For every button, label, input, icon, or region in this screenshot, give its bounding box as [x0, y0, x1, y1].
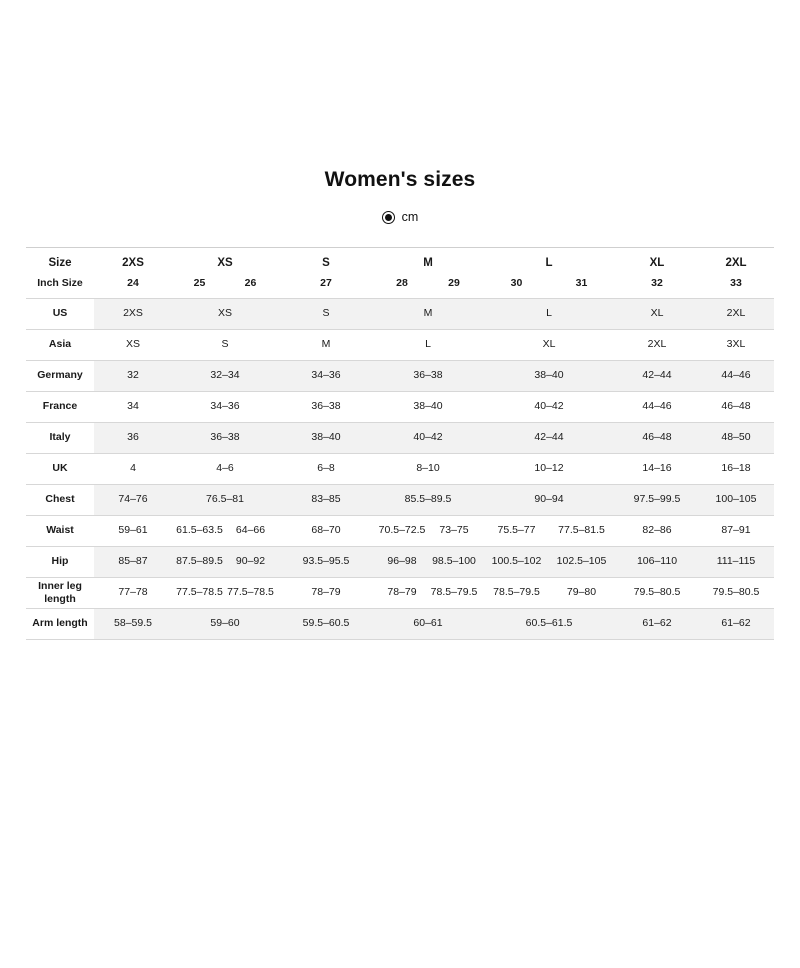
- cell: [172, 330, 278, 361]
- row-label: UK: [26, 454, 94, 485]
- cell-value: 4: [130, 462, 136, 475]
- cell-value: 87.5–89.5: [176, 555, 223, 568]
- cm-radio-inner-dot: [385, 214, 392, 221]
- inch-cell-m: [374, 274, 482, 299]
- cell: [374, 485, 482, 516]
- size-table-body: [26, 248, 774, 640]
- table-row: [26, 485, 774, 516]
- cell-value: 87–91: [721, 524, 751, 537]
- cell-value: 77–78: [118, 586, 148, 599]
- cell: [278, 609, 374, 640]
- row-label: Waist: [26, 516, 94, 547]
- cell-value: 102.5–105: [556, 555, 607, 568]
- cell: [698, 547, 774, 578]
- inch-cell-2xs: [94, 274, 172, 299]
- cell-value: 40–42: [413, 431, 443, 444]
- cell-value: 77.5–81.5: [558, 524, 605, 537]
- cell-value: 6–8: [317, 462, 335, 475]
- cell: [374, 609, 482, 640]
- table-row: [26, 299, 774, 330]
- cell: [482, 547, 616, 578]
- cell: [278, 299, 374, 330]
- cell-value: 10–12: [534, 462, 564, 475]
- cell-value: 36–38: [210, 431, 240, 444]
- cell-value: 48–50: [721, 431, 751, 444]
- row-label: Hip: [26, 547, 94, 578]
- cell: [172, 454, 278, 485]
- header-cell-s: S: [278, 248, 374, 275]
- cell: [278, 485, 374, 516]
- row-label: Germany: [26, 361, 94, 392]
- cell-value: 79.5–80.5: [633, 586, 681, 599]
- cm-radio-icon[interactable]: [382, 211, 395, 224]
- table-row: [26, 392, 774, 423]
- cell-value: 78.5–79.5: [430, 586, 478, 599]
- cell-value: M: [423, 307, 433, 320]
- cell-value: 79–80: [566, 586, 597, 599]
- table-row: [26, 516, 774, 547]
- table-inch-row: [26, 274, 774, 299]
- cell-value: 3XL: [726, 338, 746, 351]
- cell: [278, 392, 374, 423]
- cell: [616, 516, 698, 547]
- cell: [94, 361, 172, 392]
- cell: [698, 454, 774, 485]
- cell-value: 38–40: [311, 431, 341, 444]
- cell-value: 82–86: [642, 524, 672, 537]
- cell: [374, 454, 482, 485]
- cell: [374, 547, 482, 578]
- inch-cell-xs: [172, 274, 278, 299]
- cell-value: 96–98: [387, 555, 417, 568]
- row-label: Italy: [26, 423, 94, 454]
- unit-selector[interactable]: [0, 210, 800, 224]
- inch-cell-xl: [616, 274, 698, 299]
- inch-cell-l: [482, 274, 616, 299]
- cell-value: 78–79: [311, 586, 341, 599]
- cell: [482, 361, 616, 392]
- cell-value: 32: [127, 369, 139, 382]
- cell-value: 100–105: [715, 493, 757, 506]
- cell-value: 78.5–79.5: [493, 586, 540, 599]
- cell-value: 70.5–72.5: [378, 524, 426, 537]
- cell-value: 2XS: [123, 307, 143, 320]
- cell: [698, 330, 774, 361]
- row-label: Arm length: [26, 609, 94, 640]
- cell: [616, 547, 698, 578]
- cell: [616, 392, 698, 423]
- cell-value: 60.5–61.5: [525, 617, 573, 630]
- cell-value: 77.5–78.5: [227, 586, 274, 599]
- cell-value: XL: [542, 338, 556, 351]
- cell: [94, 547, 172, 578]
- page-title: Women's sizes: [324, 168, 476, 191]
- cell-value: 98.5–100: [432, 555, 476, 568]
- cell-value: S: [221, 338, 229, 351]
- cell: [482, 330, 616, 361]
- inch-cell-2xl: [698, 274, 774, 299]
- cell: [698, 361, 774, 392]
- table-row: [26, 423, 774, 454]
- cell: [94, 299, 172, 330]
- header-cell-size: Size: [26, 248, 94, 275]
- unit-label: cm: [401, 210, 419, 224]
- cell: [94, 609, 172, 640]
- size-chart-page: [0, 168, 800, 968]
- cell-value: 44–46: [721, 369, 751, 382]
- cell-value: 42–44: [534, 431, 564, 444]
- cell: [94, 330, 172, 361]
- cell-value: 60–61: [413, 617, 443, 630]
- cell: [278, 361, 374, 392]
- cell-value: 97.5–99.5: [633, 493, 681, 506]
- cell-value: 111–115: [716, 555, 756, 568]
- cell: [278, 454, 374, 485]
- cell: [172, 361, 278, 392]
- cell-value: 61.5–63.5: [176, 524, 223, 537]
- cell-value: 14–16: [642, 462, 672, 475]
- cell: [278, 423, 374, 454]
- inch-value: 31: [575, 277, 588, 290]
- cell-value: 34–36: [210, 400, 240, 413]
- cell-value: 90–92: [235, 555, 266, 568]
- cell-value: M: [321, 338, 331, 351]
- cell-value: 36–38: [311, 400, 341, 413]
- cell-value: 59–60: [210, 617, 240, 630]
- cell-value: 2XL: [726, 307, 746, 320]
- inch-value: 33: [730, 277, 742, 290]
- cell: [172, 609, 278, 640]
- cell-value: 8–10: [416, 462, 440, 475]
- inch-value: 25: [193, 277, 206, 290]
- cell: [482, 485, 616, 516]
- cell: [172, 423, 278, 454]
- cell: [172, 485, 278, 516]
- cell-value: 2XL: [647, 338, 667, 351]
- header-cell-xs: XS: [172, 248, 278, 275]
- cell-value: 73–75: [439, 524, 469, 537]
- cell: [482, 578, 616, 609]
- cell-value: 42–44: [642, 369, 672, 382]
- cell: [94, 423, 172, 454]
- cell-value: 44–46: [642, 400, 672, 413]
- inch-row-label: Inch Size: [26, 274, 94, 299]
- cell: [172, 516, 278, 547]
- table-header-row: [26, 248, 774, 275]
- cell-value: 16–18: [721, 462, 751, 475]
- cell: [616, 361, 698, 392]
- cell: [172, 299, 278, 330]
- cell-value: 79.5–80.5: [712, 586, 760, 599]
- cell-value: 38–40: [413, 400, 443, 413]
- cell: [482, 392, 616, 423]
- row-label: France: [26, 392, 94, 423]
- cell-value: 77.5–78.5: [176, 586, 223, 599]
- cell: [698, 299, 774, 330]
- inch-value: 29: [448, 277, 460, 290]
- cell: [482, 423, 616, 454]
- table-row: [26, 330, 774, 361]
- cell-value: 34–36: [311, 369, 341, 382]
- cell: [172, 392, 278, 423]
- cell-value: 36: [127, 431, 139, 444]
- cell-value: 74–76: [118, 493, 148, 506]
- cell: [374, 423, 482, 454]
- inch-value: 32: [651, 277, 663, 290]
- cell-value: XS: [217, 307, 232, 320]
- cell: [698, 423, 774, 454]
- cell: [698, 609, 774, 640]
- cell: [482, 609, 616, 640]
- cell: [482, 299, 616, 330]
- cell: [698, 578, 774, 609]
- cell: [94, 485, 172, 516]
- table-row: [26, 578, 774, 609]
- cell-value: L: [425, 338, 431, 351]
- cell-value: XL: [650, 307, 664, 320]
- cell: [278, 578, 374, 609]
- cell: [374, 392, 482, 423]
- inch-value: 27: [320, 277, 332, 290]
- row-label: Asia: [26, 330, 94, 361]
- cell-value: 4–6: [216, 462, 234, 475]
- cell-value: 76.5–81: [206, 493, 244, 506]
- cell: [482, 516, 616, 547]
- cell-value: 46–48: [721, 400, 751, 413]
- cell-value: 64–66: [235, 524, 266, 537]
- cell: [698, 392, 774, 423]
- cell: [278, 547, 374, 578]
- inch-value: 26: [244, 277, 257, 290]
- cell: [616, 609, 698, 640]
- cell: [482, 454, 616, 485]
- cell-value: 46–48: [642, 431, 672, 444]
- cell-value: 32–34: [210, 369, 240, 382]
- cell: [278, 330, 374, 361]
- cell: [374, 516, 482, 547]
- cell-value: 100.5–102: [491, 555, 542, 568]
- cell: [94, 578, 172, 609]
- inch-value: 28: [396, 277, 408, 290]
- header-cell-xl: XL: [616, 248, 698, 275]
- cell: [616, 485, 698, 516]
- cell-value: 34: [127, 400, 139, 413]
- cell: [94, 454, 172, 485]
- cell-value: 40–42: [534, 400, 564, 413]
- cell: [172, 547, 278, 578]
- cell: [616, 454, 698, 485]
- cell: [616, 299, 698, 330]
- header-cell-m: M: [374, 248, 482, 275]
- size-table-container: [26, 247, 774, 640]
- cell: [698, 485, 774, 516]
- cell: [616, 330, 698, 361]
- table-row: [26, 361, 774, 392]
- cell: [374, 330, 482, 361]
- inch-value: 24: [127, 277, 139, 290]
- cell-value: 36–38: [413, 369, 443, 382]
- cell-value: S: [322, 307, 330, 320]
- cell-value: L: [546, 307, 552, 320]
- inch-cell-s: [278, 274, 374, 299]
- cell-value: 83–85: [311, 493, 341, 506]
- cell: [278, 516, 374, 547]
- cell-value: 59.5–60.5: [302, 617, 350, 630]
- cell-value: 106–110: [636, 555, 678, 568]
- header-cell-l: L: [482, 248, 616, 275]
- cell-value: 38–40: [534, 369, 564, 382]
- header-cell-2xs: 2XS: [94, 248, 172, 275]
- cell: [698, 516, 774, 547]
- header-cell-2xl: 2XL: [698, 248, 774, 275]
- cell-value: 61–62: [642, 617, 672, 630]
- cell-value: 93.5–95.5: [302, 555, 350, 568]
- cell-value: 90–94: [534, 493, 564, 506]
- table-row: [26, 547, 774, 578]
- cell-value: 61–62: [721, 617, 751, 630]
- cell-value: 59–61: [118, 524, 148, 537]
- cell: [374, 361, 482, 392]
- cell: [616, 578, 698, 609]
- row-label: US: [26, 299, 94, 330]
- cell: [94, 392, 172, 423]
- cell: [374, 299, 482, 330]
- table-row: [26, 454, 774, 485]
- inch-value: 30: [510, 277, 523, 290]
- table-row: [26, 609, 774, 640]
- cell-value: 78–79: [387, 586, 417, 599]
- cell-value: 58–59.5: [114, 617, 152, 630]
- size-table: [26, 247, 774, 640]
- cell-value: XS: [125, 338, 140, 351]
- cell: [616, 423, 698, 454]
- cell-value: 75.5–77: [497, 524, 536, 537]
- cell: [94, 516, 172, 547]
- cell: [374, 578, 482, 609]
- cell: [172, 578, 278, 609]
- row-label: Inner leg length: [26, 578, 94, 609]
- row-label: Chest: [26, 485, 94, 516]
- cell-value: 85–87: [118, 555, 148, 568]
- cell-value: 85.5–89.5: [404, 493, 452, 506]
- cell-value: 68–70: [311, 524, 341, 537]
